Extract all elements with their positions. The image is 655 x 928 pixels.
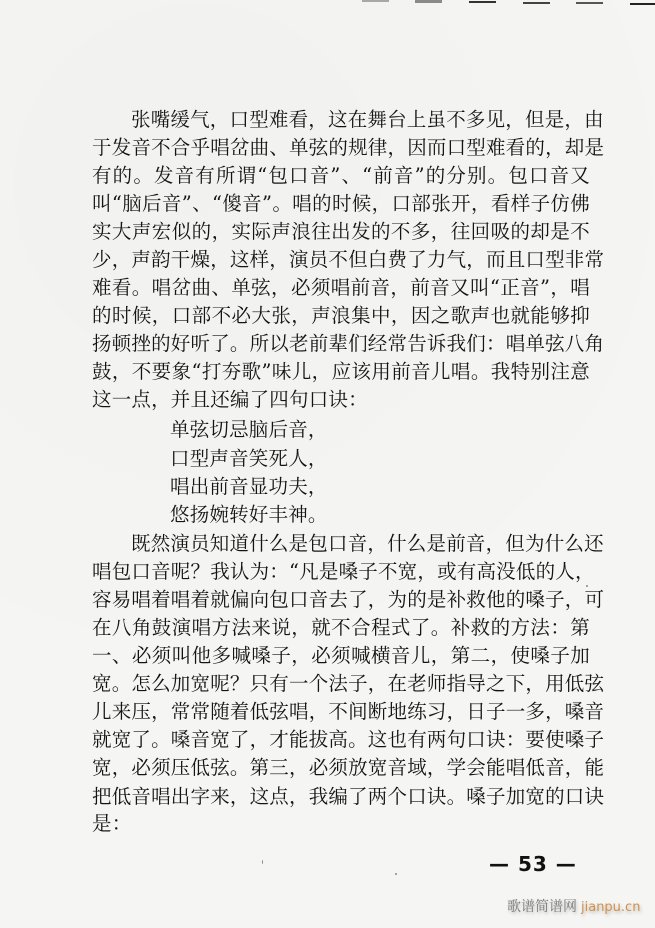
text-line: 叫“脑后音”、“傻音”。唱的时候，口部张开，看样子仿佛 xyxy=(92,192,590,215)
text-line: 宽，必须压低弦。第三，必须放宽音域，学会能唱低音，能 xyxy=(92,756,605,779)
text-line: 扬顿挫的好听了。所以老前辈们经常告诉我们：唱单弦八角 xyxy=(92,332,605,355)
text-line: 于发音不合乎唱岔曲、单弦的规律，因而口型难看的，却是 xyxy=(92,136,605,159)
verse-line: 口型声音笑死人， xyxy=(170,447,328,470)
text-line: 儿来压，常常随着低弦唱，不间断地练习，日子一多，嗓音 xyxy=(92,700,605,723)
text-line: 容易唱着唱着就偏向包口音去了，为的是补救他的嗓子，可 xyxy=(92,588,605,611)
top-dash xyxy=(362,0,389,2)
scan-speck xyxy=(586,585,588,587)
text-line: 张嘴缓气，口型难看，这在舞台上虽不多见，但是，由 xyxy=(131,108,604,131)
site-watermark xyxy=(507,896,640,916)
text-line: 的时候，口部不必大张，声浪集中，因之歌声也就能够抑 xyxy=(92,304,590,327)
text-line: 鼓，不要象“打夯歌”味儿，应该用前音儿唱。我特别注意 xyxy=(92,360,590,383)
watermark-chinese: 歌谱简谱网 xyxy=(507,899,577,915)
verse-line: 单弦切忌脑后音， xyxy=(170,418,328,441)
text-line: 既然演员知道什么是包口音，什么是前音，但为什么还 xyxy=(131,532,604,555)
top-dash xyxy=(415,0,442,3)
verse-line: 唱出前音显功夫， xyxy=(170,475,328,498)
text-line: 少，声韵干燥，这样，演员不但白费了力气，而且口型非常 xyxy=(92,248,605,271)
watermark-site: jianpu.cn xyxy=(581,900,641,915)
top-dash xyxy=(469,1,496,3)
text-line: 是： xyxy=(92,812,132,835)
top-dash xyxy=(523,2,550,4)
top-dash xyxy=(576,2,603,4)
text-line: 在八角鼓演唱方法来说，就不合程式了。补救的方法：第 xyxy=(92,616,590,639)
text-line: 就宽了。嗓音宽了，才能拔高。这也有两句口诀：要使嗓子 xyxy=(92,728,605,751)
verse-line: 悠扬婉转好丰神。 xyxy=(170,503,328,526)
text-line: 宽。怎么加宽呢？只有一个法子，在老师指导之下，用低弦 xyxy=(92,672,605,695)
text-line: 唱包口音呢？我认为：“凡是嗓子不宽，或有高没低的人， xyxy=(92,560,595,583)
text-line: 实大声宏似的，实际声浪往出发的不多，往回吸的却是不 xyxy=(92,220,590,243)
text-line: 这一点，并且还编了四句口诀： xyxy=(92,388,368,411)
page-number: — 53 — xyxy=(489,852,577,876)
text-line: 有的。发音有所谓“包口音”、“前音”的分别。包口音又 xyxy=(92,164,590,187)
top-edge-dashes xyxy=(360,0,655,6)
text-line: 一、必须叫他多喊嗓子，必须喊横音儿，第二，使嗓子加 xyxy=(92,644,590,667)
scan-speck xyxy=(395,873,397,875)
text-line: 把低音唱出字来，这点，我编了两个口诀。嗓子加宽的口诀 xyxy=(92,785,605,808)
scan-speck xyxy=(262,860,263,864)
text-line: 难看。唱岔曲、单弦，必须唱前音，前音又叫“正音”，唱 xyxy=(92,276,590,299)
top-dash xyxy=(630,3,655,5)
